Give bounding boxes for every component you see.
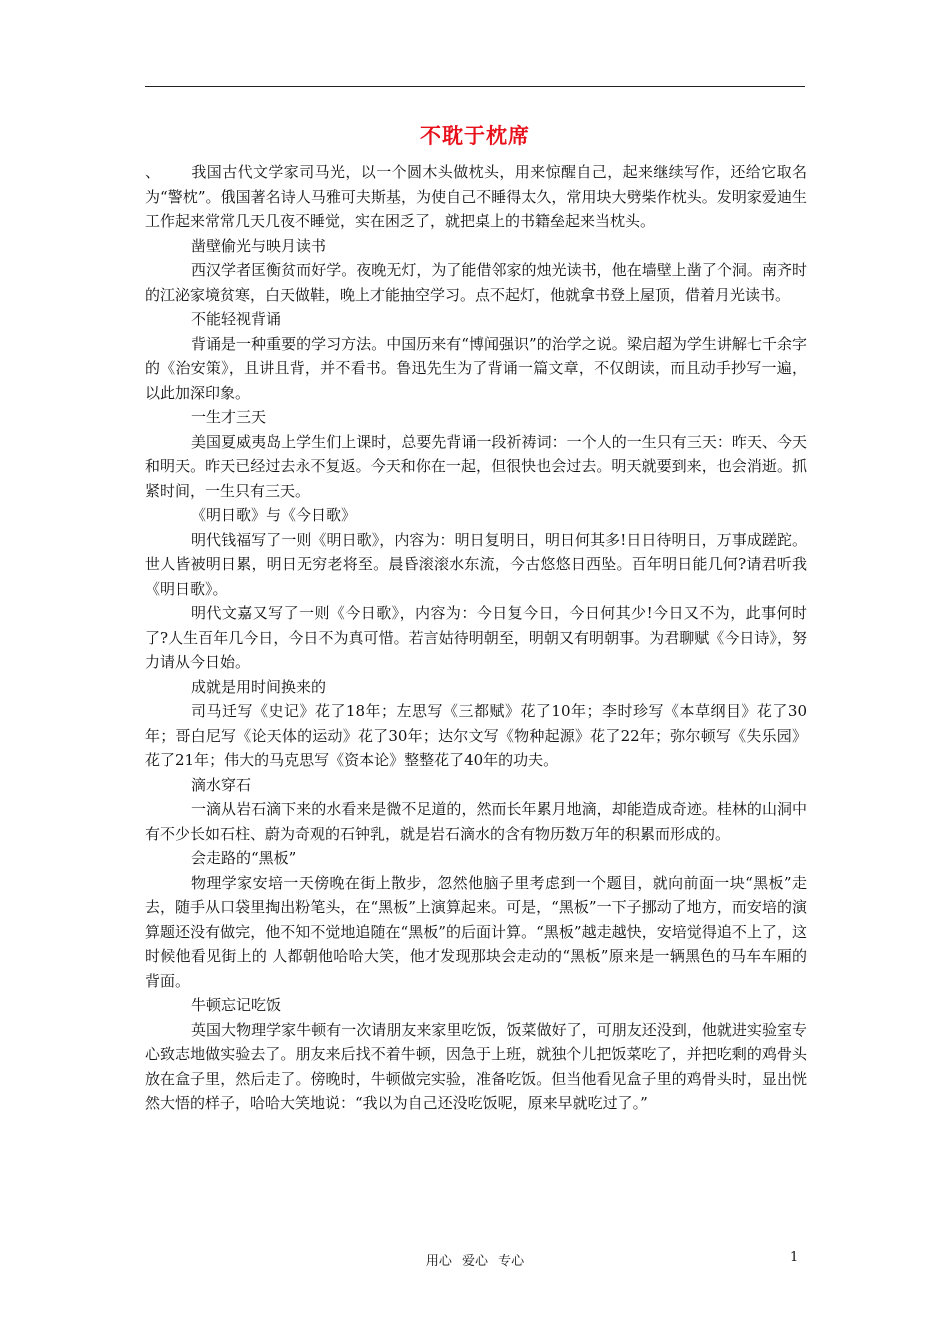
paragraph: 一滴从岩石滴下来的水看来是微不足道的，然而长年累月地滴，却能造成奇迹。桂林的山洞中有不少长如石柱、蔚为奇观的石钟乳，就是岩石滴水的含有物历数万年的积累而形成的。 <box>145 800 807 843</box>
paragraph: 西汉学者匡衡贫而好学。夜晚无灯，为了能借邻家的烛光读书，他在墙壁上凿了个洞。南齐时的江泌家境贫寒，白天做鞋，晚上才能抽空学习。点不起灯，他就拿书登上屋顶，借着月光读书。 <box>145 261 807 304</box>
paragraph: 美国夏威夷岛上学生们上课时，总要先背诵一段祈祷词：一个人的一生只有三天：昨天、今天和明天。昨天已经过去永不复返。今天和你在一起，但很快也会过去。明天就要到来，也会消逝。抓紧时间，一生只有三天。 <box>145 432 807 500</box>
paragraph: 明代文嘉又写了一则《今日歌》，内容为：今日复今日，今日何其少!今日又不为，此事何时了?人生百年几今日，今日不为真可惜。若言姑待明朝至，明朝又有明朝事。为君聊赋《今日诗》，努力请从今日始。 <box>145 604 807 671</box>
paragraph: 明代钱福写了一则《明日歌》，内容为：明日复明日，明日何其多!日日待明日，万事成蹉跎。世人皆被明日累，明日无穷老将至。晨昏滚滚水东流，今古悠悠日西坠。百年明日能几何?请君听我《明日歌》。 <box>145 530 807 598</box>
section-heading: 成就是用时间换来的 <box>191 677 327 696</box>
section-heading: 凿壁偷光与映月读书 <box>191 236 327 255</box>
paragraph: 英国大物理学家牛顿有一次请朋友来家里吃饭，饭菜做好了，可朋友还没到，他就进实验室专心致志地做实验去了。朋友来后找不着牛顿，因急于上班，就独个儿把饭菜吃了，并把吃剩的鸡骨头放在盒子里，然后走了。傍晚时，牛顿做完实验，准备吃饭。但当他看见盒子里的鸡骨头时，显出恍然大悟的样子，哈哈大笑地说：“我以为自己还没吃饭呢，原来早就吃过了。” <box>145 1020 807 1112</box>
paragraph: 司马迁写《史记》花了18年；左思写《三都赋》花了10年；李时珍写《本草纲目》花了30年；哥白尼写《论天体的运动》花了30年；达尔文写《物种起源》花了22年；弥尔顿写《失乐园》花了21年；伟大的马克思写《资本论》整整花了40年的功夫。 <box>145 702 807 769</box>
header-rule <box>145 86 805 87</box>
page-number: 1 <box>790 1250 799 1265</box>
paragraph-intro-text: 我国古代文学家司马光，以一个圆木头做枕头，用来惊醒自己，起来继续写作，还给它取名为“警枕”。俄国著名诗人马雅可夫斯基，为使自己不睡得太久，常用块大劈柴作枕头。发明家爱迪生工作起来常常几天几夜不睡觉，实在困乏了，就把桌上的书籍垒起来当枕头。 <box>145 163 807 230</box>
paragraph-intro <box>145 160 807 234</box>
section-heading: 不能轻视背诵 <box>191 310 282 328</box>
lead-mark: 、 <box>145 163 161 181</box>
section-heading: 滴水穿石 <box>191 775 252 794</box>
footer-motto: 用心 爱心 专心 <box>425 1254 525 1269</box>
paragraph: 物理学家安培一天傍晚在街上散步，忽然他脑子里考虑到一个题目，就向前面一块“黑板”走去，随手从口袋里掏出粉笔头，在“黑板”上演算起来。可是，“黑板”一下子挪动了地方，而安培的演算题还没有做完，他不知不觉地追随在“黑板”的后面计算。“黑板”越走越快，安培觉得追不上了，这时候他看见街上的 人都朝他哈哈大笑，他才发现那块会走动的“黑板”原来是一辆黑色的马车车厢的背面。 <box>145 873 807 990</box>
article-body <box>145 160 807 1116</box>
section-heading: 《明日歌》与《今日歌》 <box>191 506 357 524</box>
section-heading: 牛顿忘记吃饭 <box>191 996 282 1014</box>
paragraph: 背诵是一种重要的学习方法。中国历来有“博闻强识”的治学之说。梁启超为学生讲解七千余字的《治安策》，且讲且背，并不看书。鲁迅先生为了背诵一篇文章，不仅朗读，而且动手抄写一遍，以此加深印象。 <box>145 334 807 402</box>
page-title: 不耽于枕席 <box>420 123 530 148</box>
section-heading: 一生才三天 <box>191 408 267 426</box>
section-heading: 会走路的“黑板” <box>191 849 297 867</box>
